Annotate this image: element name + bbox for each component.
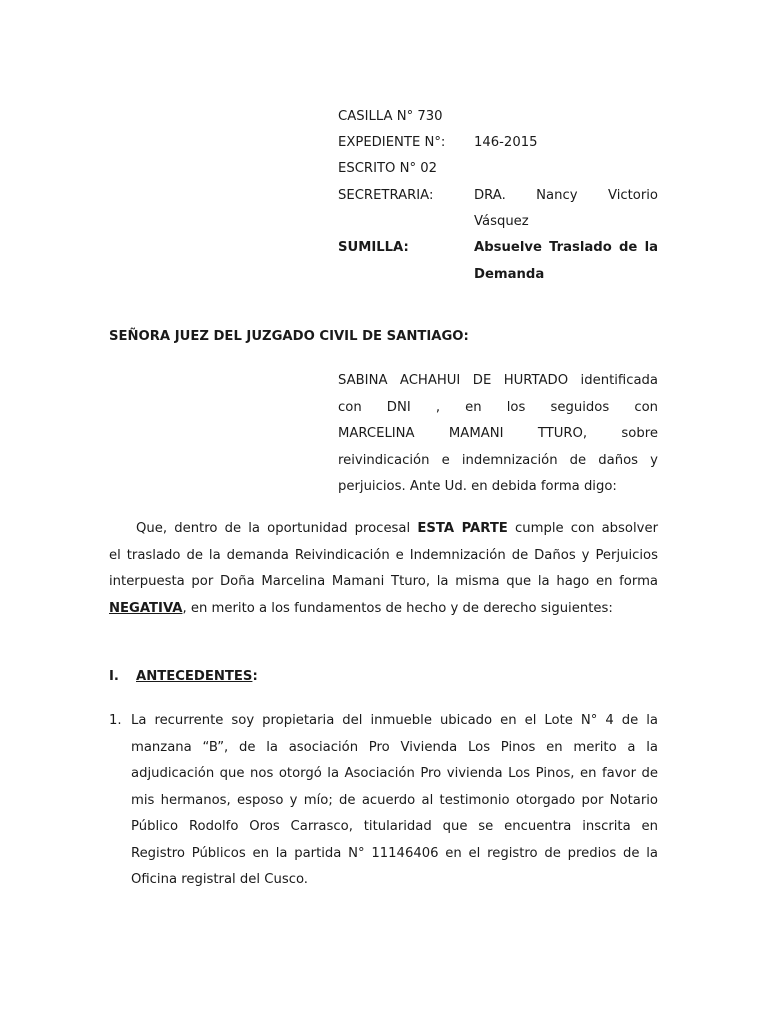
expediente-row	[338, 130, 658, 156]
sumilla-value-line1: Absuelve Traslado de la	[474, 240, 658, 255]
item-line: adjudicación que nos otorgó la Asociación Pro vivienda Los Pinos, en favor de	[131, 766, 658, 781]
secretaria-row	[338, 183, 658, 209]
negativa-emphasis: NEGATIVA	[109, 600, 183, 616]
intro-line-2: el traslado de la demanda Reivindicación e Indemnización de Daños y Perjuicios	[109, 547, 658, 563]
party-line: con DNI , en los seguidos con	[338, 399, 658, 415]
sumilla-row-2	[338, 262, 658, 288]
item-number: 1.	[109, 713, 122, 728]
intro-paragraph	[109, 516, 658, 622]
escrito-label: ESCRITO N° 02	[338, 161, 438, 176]
sumilla-row	[338, 235, 658, 261]
section-number: I.	[109, 669, 119, 684]
intro-text: cumple con absolver	[507, 521, 658, 536]
secretaria-row-2	[338, 209, 658, 235]
item-line: manzana “B”, de la asociación Pro Vivienda Los Pinos en merito a la	[131, 739, 658, 755]
expediente-label: EXPEDIENTE N°:	[338, 135, 446, 150]
section-title-text: ANTECEDENTES	[136, 669, 253, 684]
addressee-heading: SEÑORA JUEZ DEL JUZGADO CIVIL DE SANTIAGO:	[109, 329, 469, 344]
intro-text: Que, dentro de la oportunidad procesal	[136, 521, 418, 536]
expediente-value: 146-2015	[474, 135, 538, 150]
item-line: La recurrente soy propietaria del inmueble ubicado en el Lote N° 4 de la	[131, 713, 658, 728]
item-line: mis hermanos, esposo y mío; de acuerdo al testimonio otorgado por Notario	[131, 792, 658, 808]
item-paragraph	[131, 708, 658, 894]
party-block	[338, 368, 658, 501]
section-title-colon: :	[252, 669, 258, 684]
item-line: Oficina registral del Cusco.	[131, 872, 308, 887]
party-line: MARCELINA MAMANI TTURO, sobre	[338, 426, 658, 441]
intro-line-3: interpuesta por Doña Marcelina Mamani Tturo, la misma que la hago en forma	[109, 574, 658, 589]
secretaria-value-line1: DRA. Nancy Victorio	[474, 188, 658, 203]
sumilla-value-line2: Demanda	[474, 267, 545, 282]
escrito-row	[338, 156, 658, 182]
secretaria-value-line2: Vásquez	[474, 214, 529, 229]
secretaria-label: SECRETRARIA:	[338, 188, 434, 203]
casilla-label: CASILLA N° 730	[338, 109, 443, 124]
intro-line-1	[109, 516, 658, 543]
item-line: Registro Públicos en la partida N° 11146406 en el registro de predios de la	[131, 845, 658, 861]
casilla-row	[338, 104, 658, 130]
item-line: Público Rodolfo Oros Carrasco, titularidad que se encuentra inscrita en	[131, 819, 658, 834]
sumilla-label: SUMILLA:	[338, 240, 409, 255]
party-line: perjuicios. Ante Ud. en debida forma digo:	[338, 479, 617, 494]
party-line: SABINA ACHAHUI DE HURTADO identificada	[338, 373, 658, 388]
section-title	[136, 664, 258, 690]
party-line: reivindicación e indemnización de daños y	[338, 452, 658, 468]
intro-line-4	[109, 596, 658, 623]
intro-text: , en merito a los fundamentos de hecho y de derecho siguientes:	[182, 600, 613, 616]
esta-parte-emphasis: ESTA PARTE	[417, 521, 508, 536]
